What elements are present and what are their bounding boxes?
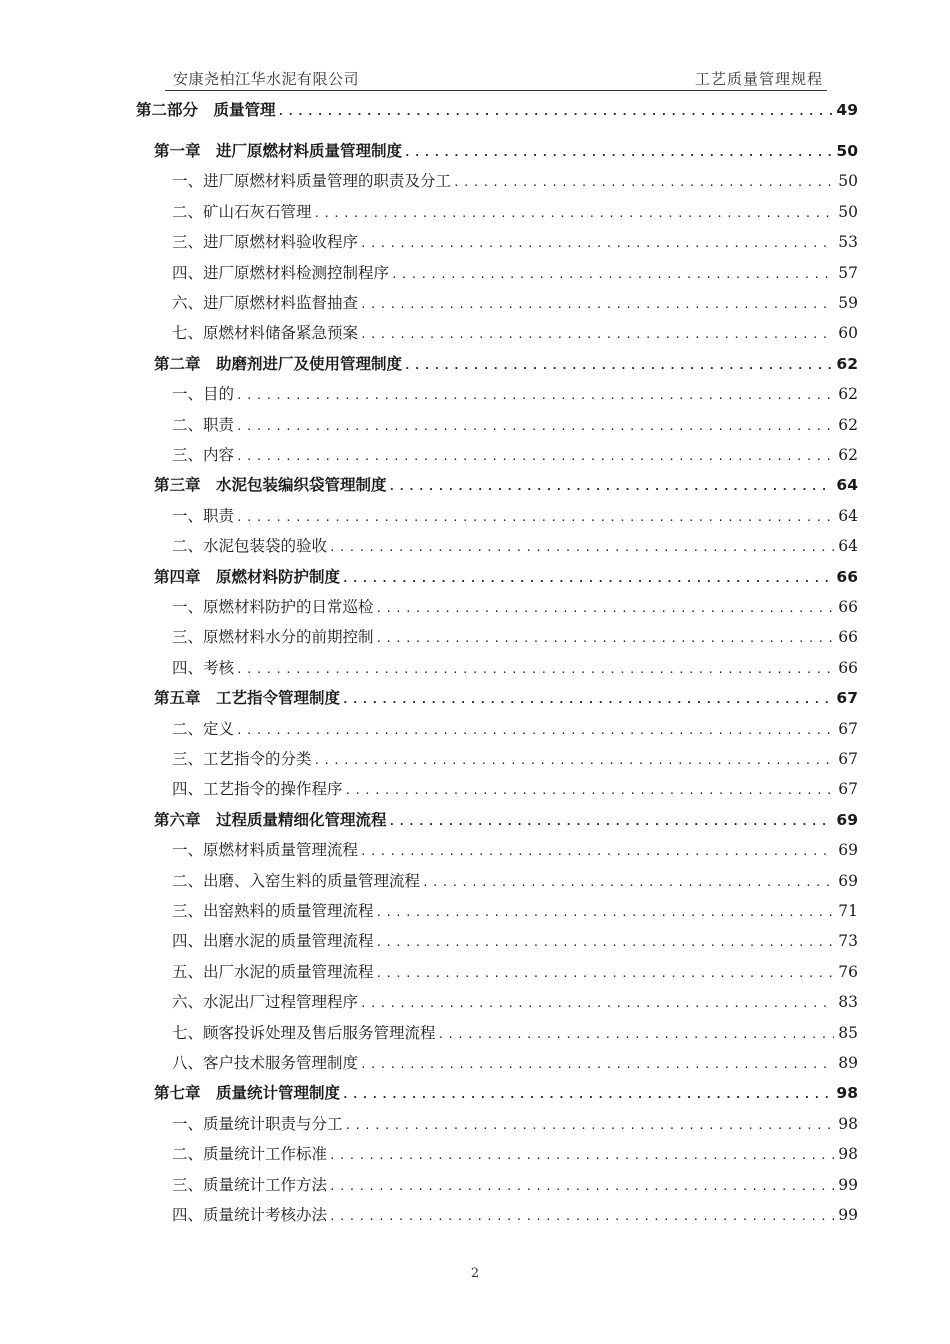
toc-entry-page: 71 — [838, 902, 858, 920]
toc-dot-leader — [314, 203, 835, 225]
toc-dot-leader — [314, 750, 835, 772]
toc-entry-title: 一、职责 — [172, 506, 235, 525]
toc-entry-page: 62 — [838, 446, 858, 464]
toc-entry-title: 二、水泥包装袋的验收 — [172, 537, 328, 556]
toc-entry-title: 三、内容 — [172, 446, 235, 464]
toc-dot-leader — [376, 963, 835, 985]
toc-entry-page: 67 — [838, 750, 858, 768]
toc-section-entry[interactable] — [172, 839, 858, 861]
toc-part-entry[interactable] — [136, 99, 858, 121]
toc-section-entry[interactable] — [172, 1174, 858, 1196]
toc-entry-title: 一、原燃材料质量管理流程 — [172, 841, 359, 860]
toc-entry-title: 二、职责 — [172, 415, 235, 434]
toc-entry-page: 64 — [838, 537, 858, 556]
toc-entry-title: 第七章 质量统计管理制度 — [154, 1084, 341, 1103]
toc-dot-leader — [236, 659, 834, 681]
toc-entry-page: 50 — [836, 142, 858, 160]
toc-entry-page: 62 — [838, 385, 858, 404]
toc-section-entry[interactable] — [172, 870, 858, 892]
toc-section-entry[interactable] — [172, 778, 858, 800]
toc-chapter-entry[interactable] — [154, 353, 858, 375]
toc-section-entry[interactable] — [172, 1204, 858, 1226]
toc-entry-title: 第六章 过程质量精细化管理流程 — [154, 810, 387, 829]
toc-entry-page: 83 — [838, 993, 858, 1012]
toc-entry-title: 三、质量统计工作方法 — [172, 1175, 328, 1194]
toc-entry-title: 三、出窑熟料的质量管理流程 — [172, 902, 374, 920]
toc-entry-title: 一、进厂原燃材料质量管理的职责及分工 — [172, 172, 452, 191]
toc-entry-page: 99 — [838, 1175, 858, 1194]
toc-entry-page: 66 — [838, 628, 858, 647]
toc-dot-leader — [342, 1084, 832, 1106]
toc-entry-title: 八、客户技术服务管理制度 — [172, 1054, 359, 1072]
toc-section-entry[interactable] — [172, 1113, 858, 1135]
toc-section-entry[interactable] — [172, 718, 858, 740]
toc-section-entry[interactable] — [172, 748, 858, 770]
toc-dot-leader — [389, 476, 833, 498]
page-number: 2 — [470, 1266, 480, 1281]
toc-entry-title: 六、水泥出厂过程管理程序 — [172, 993, 359, 1012]
toc-entry-title: 三、进厂原燃材料验收程序 — [172, 233, 359, 252]
toc-section-entry[interactable] — [172, 322, 858, 344]
toc-dot-leader — [236, 416, 834, 438]
toc-dot-leader — [360, 993, 834, 1015]
toc-entry-page: 64 — [838, 506, 858, 525]
toc-dot-leader — [345, 780, 835, 802]
toc-entry-page: 69 — [838, 841, 858, 860]
toc-dot-leader — [236, 446, 834, 468]
toc-entry-page: 76 — [838, 962, 858, 981]
toc-chapter-entry[interactable] — [154, 1082, 858, 1104]
toc-section-entry[interactable] — [172, 201, 858, 223]
toc-chapter-entry[interactable] — [154, 566, 858, 588]
toc-entry-page: 62 — [838, 415, 858, 434]
toc-dot-leader — [404, 355, 832, 377]
toc-section-entry[interactable] — [172, 1022, 858, 1044]
toc-entry-page: 67 — [836, 689, 858, 708]
toc-entry-page: 53 — [838, 233, 858, 252]
toc-entry-title: 第一章 进厂原燃材料质量管理制度 — [154, 142, 403, 160]
toc-entry-page: 73 — [838, 932, 858, 951]
toc-chapter-entry[interactable] — [154, 809, 858, 831]
toc-section-entry[interactable] — [172, 414, 858, 436]
page-header — [165, 66, 827, 91]
toc-dot-leader — [236, 507, 834, 529]
toc-entry-page: 59 — [838, 294, 858, 312]
toc-dot-leader — [422, 872, 834, 894]
toc-section-entry[interactable] — [172, 505, 858, 527]
toc-dot-leader — [329, 1176, 834, 1198]
toc-entry-title: 第三章 水泥包装编织袋管理制度 — [154, 476, 387, 495]
toc-dot-leader — [236, 385, 834, 407]
toc-entry-title: 二、质量统计工作标准 — [172, 1145, 328, 1164]
toc-dot-leader — [404, 142, 832, 164]
toc-entry-title: 四、质量统计考核办法 — [172, 1206, 328, 1224]
toc-entry-title: 四、出磨水泥的质量管理流程 — [172, 932, 374, 951]
toc-section-entry[interactable] — [172, 444, 858, 466]
toc-entry-page: 98 — [838, 1145, 858, 1164]
toc-dot-leader — [438, 1024, 835, 1046]
toc-section-entry[interactable] — [172, 383, 858, 405]
toc-entry-page: 50 — [838, 202, 858, 221]
document-title: 工艺质量管理规程 — [694, 70, 823, 88]
toc-section-entry[interactable] — [172, 1052, 858, 1074]
toc-section-entry[interactable] — [172, 292, 858, 314]
toc-dot-leader — [345, 1115, 835, 1137]
toc-dot-leader — [391, 264, 834, 286]
toc-entry-page: 57 — [838, 263, 858, 282]
toc-entry-title: 六、进厂原燃材料监督抽查 — [172, 294, 359, 312]
toc-entry-page: 66 — [838, 658, 858, 677]
toc-entry-title: 一、原燃材料防护的日常巡检 — [172, 598, 374, 616]
toc-dot-leader — [376, 628, 835, 650]
toc-section-entry[interactable] — [172, 991, 858, 1013]
toc-dot-leader — [278, 101, 833, 123]
toc-entry-title: 七、原燃材料储备紧急预案 — [172, 324, 359, 343]
toc-entry-page: 98 — [838, 1114, 858, 1133]
toc-entry-page: 69 — [838, 871, 858, 890]
toc-dot-leader — [342, 568, 832, 590]
toc-chapter-entry[interactable] — [154, 474, 858, 496]
toc-entry-title: 一、目的 — [172, 385, 235, 404]
toc-dot-leader — [360, 1054, 834, 1076]
toc-entry-title: 二、定义 — [172, 719, 235, 738]
toc-entry-title: 三、原燃材料水分的前期控制 — [172, 628, 374, 647]
toc-section-entry[interactable] — [172, 596, 858, 618]
toc-dot-leader — [342, 689, 832, 711]
company-name: 安康尧柏江华水泥有限公司 — [173, 70, 360, 88]
toc-section-entry[interactable] — [172, 535, 858, 557]
toc-entry-page: 66 — [838, 598, 858, 616]
toc-dot-leader — [453, 172, 834, 194]
toc-dot-leader — [360, 841, 834, 863]
toc-dot-leader — [329, 537, 834, 559]
toc-entry-page: 89 — [838, 1054, 858, 1072]
toc-entry-title: 四、工艺指令的操作程序 — [172, 780, 343, 799]
toc-entry-title: 一、质量统计职责与分工 — [172, 1114, 343, 1133]
toc-entry-title: 第二部分 质量管理 — [136, 101, 276, 119]
toc-entry-page: 98 — [836, 1084, 858, 1103]
toc-section-entry[interactable] — [172, 961, 858, 983]
toc-entry-title: 七、顾客投诉处理及售后服务管理流程 — [172, 1023, 436, 1042]
toc-section-entry[interactable] — [172, 170, 858, 192]
toc-entry-title: 第四章 原燃材料防护制度 — [154, 567, 341, 586]
toc-entry-page: 66 — [836, 567, 858, 586]
toc-dot-leader — [236, 720, 834, 742]
toc-dot-leader — [360, 294, 834, 316]
toc-section-entry[interactable] — [172, 657, 858, 679]
toc-entry-title: 第五章 工艺指令管理制度 — [154, 689, 341, 708]
toc-section-entry[interactable] — [172, 231, 858, 253]
toc-entry-page: 49 — [836, 101, 858, 119]
toc-entry-page: 67 — [838, 780, 858, 799]
toc-entry-title: 三、工艺指令的分类 — [172, 750, 312, 768]
toc-dot-leader — [329, 1145, 834, 1167]
toc-entry-title: 五、出厂水泥的质量管理流程 — [172, 962, 374, 981]
toc-section-entry[interactable] — [172, 262, 858, 284]
toc-chapter-entry[interactable] — [154, 687, 858, 709]
toc-entry-page: 67 — [838, 719, 858, 738]
toc-dot-leader — [360, 324, 834, 346]
toc-dot-leader — [360, 233, 834, 255]
toc-dot-leader — [376, 598, 835, 620]
toc-section-entry[interactable] — [172, 930, 858, 952]
toc-entry-title: 四、进厂原燃材料检测控制程序 — [172, 263, 390, 282]
toc-dot-leader — [376, 902, 835, 924]
toc-section-entry[interactable] — [172, 626, 858, 648]
toc-dot-leader — [376, 932, 835, 954]
toc-entry-page: 50 — [838, 172, 858, 191]
toc-entry-title: 二、出磨、入窑生料的质量管理流程 — [172, 871, 421, 890]
toc-entry-page: 99 — [838, 1206, 858, 1224]
toc-section-entry[interactable] — [172, 1143, 858, 1165]
toc-entry-page: 64 — [836, 476, 858, 495]
toc-dot-leader — [329, 1206, 834, 1228]
toc-entry-title: 第二章 助磨剂进厂及使用管理制度 — [154, 354, 403, 373]
toc-entry-title: 四、考核 — [172, 658, 235, 677]
toc-entry-page: 60 — [838, 324, 858, 343]
toc-entry-page: 62 — [836, 354, 858, 373]
toc-chapter-entry[interactable] — [154, 140, 858, 162]
toc-entry-page: 85 — [838, 1023, 858, 1042]
toc-entry-title: 二、矿山石灰石管理 — [172, 202, 312, 221]
toc-dot-leader — [389, 811, 833, 833]
toc-section-entry[interactable] — [172, 900, 858, 922]
toc-entry-page: 69 — [836, 810, 858, 829]
